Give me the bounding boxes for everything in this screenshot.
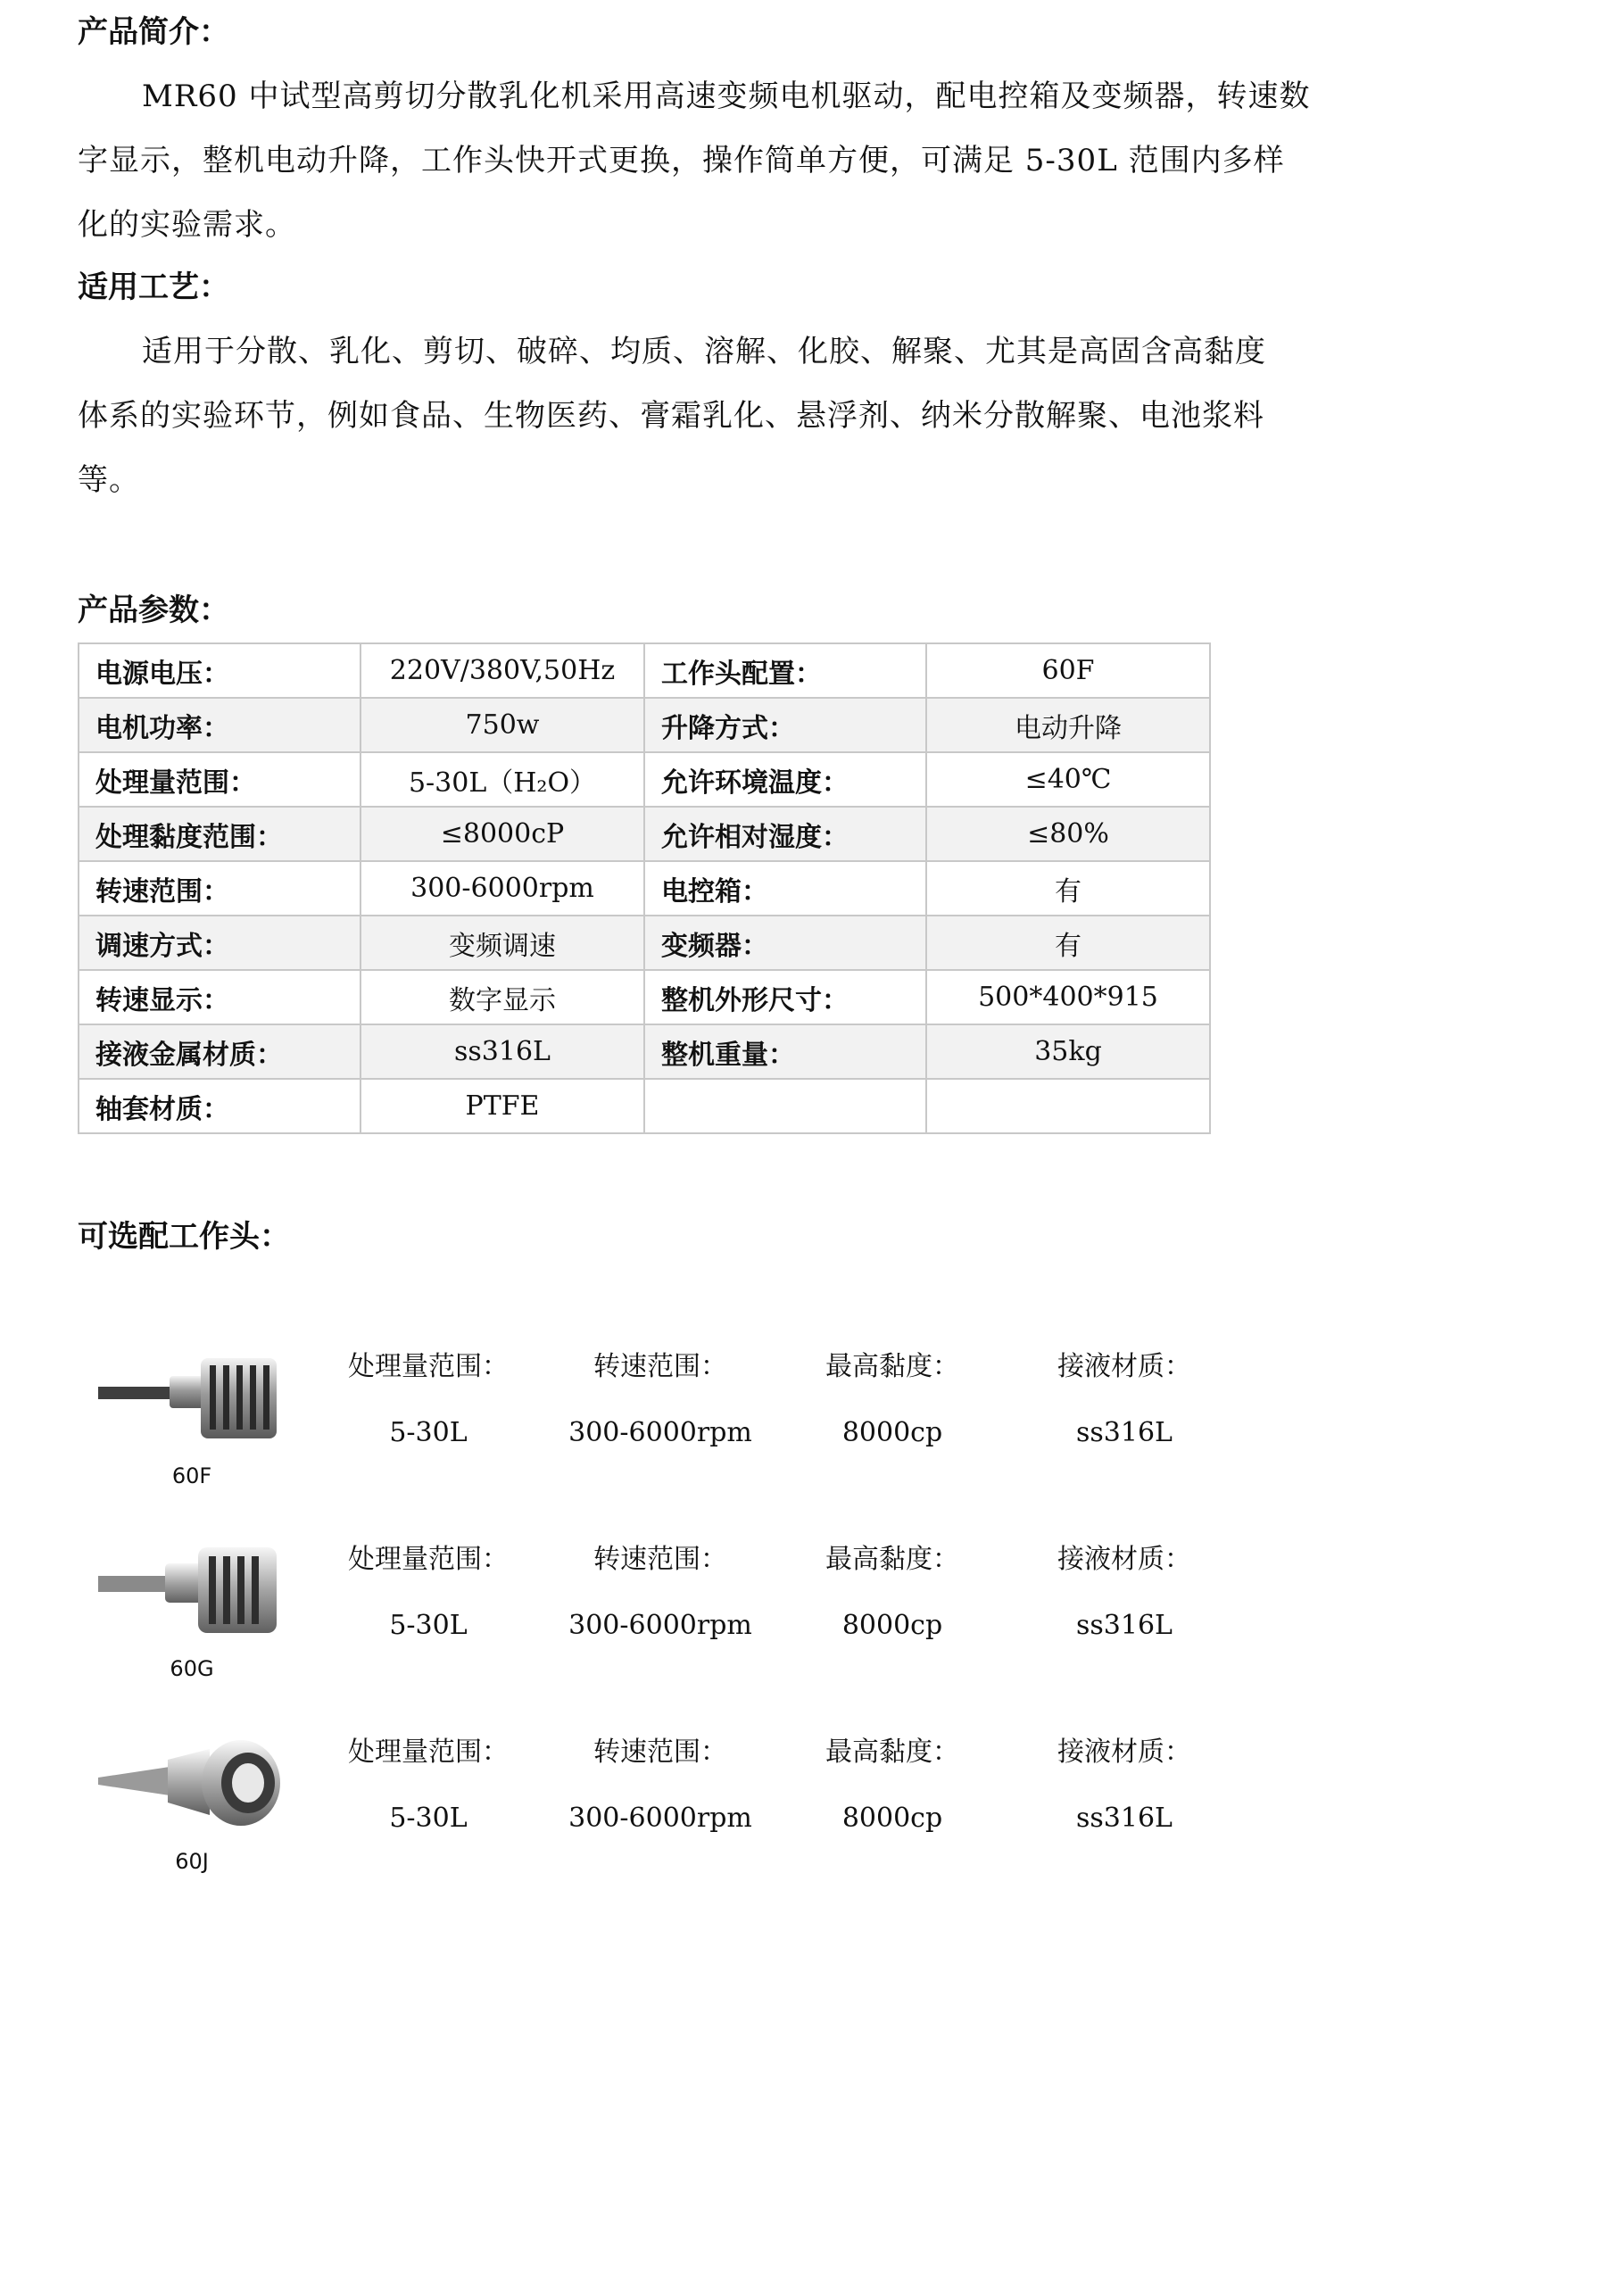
param-label: [644, 1079, 926, 1133]
head-spec: [999, 1542, 1249, 1644]
param-value: 电动升降: [926, 698, 1210, 752]
head-spec: [999, 1735, 1249, 1836]
head-spec-value: 300-6000rpm: [568, 1417, 752, 1448]
head-spec: [303, 1735, 553, 1836]
table-row: [79, 698, 1210, 752]
param-value: ss316L: [360, 1024, 644, 1079]
params-table: [78, 642, 1211, 1134]
work-head-name: 60J: [175, 1849, 209, 1874]
intro-paragraph: [78, 64, 1327, 257]
table-row: [79, 807, 1210, 861]
head-spec-key: 最高黏度：: [825, 1544, 959, 1575]
param-value: 300-6000rpm: [360, 861, 644, 916]
head-spec-value: 8000cp: [841, 1803, 943, 1834]
param-label: 电机功率：: [79, 698, 360, 752]
param-label: 接液金属材质：: [79, 1024, 360, 1079]
param-value: [926, 1079, 1210, 1133]
param-value: 60F: [926, 643, 1210, 698]
param-label: 电控箱：: [644, 861, 926, 916]
process-paragraph: [78, 319, 1327, 512]
head-spec-value: ss316L: [1076, 1417, 1173, 1448]
intro-line: 字显示，整机电动升降，工作头快开式更换，操作简单方便，可满足 5-30L 范围内多样: [78, 143, 1285, 178]
param-value: 有: [926, 861, 1210, 916]
head-spec-key: 处理量范围：: [348, 1737, 509, 1768]
head-spec-key: 最高黏度：: [825, 1351, 959, 1382]
table-row: [79, 752, 1210, 807]
work-head-60j-image: [89, 1724, 294, 1840]
head-spec-key: 转速范围：: [593, 1737, 727, 1768]
table-row: [79, 1079, 1210, 1133]
param-label: 整机外形尺寸：: [644, 970, 926, 1024]
work-head-row: [0, 1339, 1616, 1517]
head-spec-key: 最高黏度：: [825, 1737, 959, 1768]
work-head-row: [0, 1531, 1616, 1710]
work-head-60g-image: [89, 1531, 294, 1647]
head-spec: [999, 1349, 1249, 1451]
intro-heading: 产品简介：: [78, 14, 229, 50]
head-spec-value: 8000cp: [841, 1417, 943, 1448]
head-spec-value: 5-30L: [389, 1803, 468, 1834]
head-spec-key: 转速范围：: [593, 1351, 727, 1382]
head-spec-value: 5-30L: [389, 1417, 468, 1448]
head-spec: [767, 1349, 1017, 1451]
head-spec-value: 8000cp: [841, 1610, 943, 1641]
intro-line: 化的实验需求。: [78, 207, 296, 243]
param-value: 有: [926, 916, 1210, 970]
head-spec-key: 接液材质：: [1057, 1737, 1191, 1768]
head-spec-key: 接液材质：: [1057, 1544, 1191, 1575]
table-row: [79, 861, 1210, 916]
params-heading: 产品参数：: [78, 593, 229, 628]
param-label: 处理黏度范围：: [79, 807, 360, 861]
param-value: 220V/380V,50Hz: [360, 643, 644, 698]
param-value: ≤8000cP: [360, 807, 644, 861]
head-spec-key: 处理量范围：: [348, 1351, 509, 1382]
head-spec-key: 接液材质：: [1057, 1351, 1191, 1382]
process-line: 等。: [78, 462, 140, 498]
table-row: [79, 643, 1210, 698]
process-line: 体系的实验环节，例如食品、生物医药、膏霜乳化、悬浮剂、纳米分散解聚、电池浆料: [78, 398, 1264, 434]
head-spec: [535, 1542, 785, 1644]
param-value: 35kg: [926, 1024, 1210, 1079]
head-spec-value: ss316L: [1076, 1803, 1173, 1834]
param-value: 500*400*915: [926, 970, 1210, 1024]
param-label: 转速显示：: [79, 970, 360, 1024]
work-head-name: 60F: [171, 1463, 212, 1488]
table-row: [79, 970, 1210, 1024]
param-label: 变频器：: [644, 916, 926, 970]
param-value: 5-30L（H₂O）: [360, 752, 644, 807]
param-value: 数字显示: [360, 970, 644, 1024]
param-value: 变频调速: [360, 916, 644, 970]
intro-line: MR60 中试型高剪切分散乳化机采用高速变频电机驱动，配电控箱及变频器，转速数: [142, 79, 1311, 114]
head-spec: [303, 1542, 553, 1644]
param-label: 电源电压：: [79, 643, 360, 698]
param-value: 750w: [360, 698, 644, 752]
work-head-name: 60G: [170, 1656, 214, 1681]
head-spec: [535, 1735, 785, 1836]
param-value: ≤40℃: [926, 752, 1210, 807]
head-spec-value: 300-6000rpm: [568, 1803, 752, 1834]
param-label: 工作头配置：: [644, 643, 926, 698]
head-spec-key: 处理量范围：: [348, 1544, 509, 1575]
table-row: [79, 1024, 1210, 1079]
work-head-row: [0, 1724, 1616, 1902]
table-row: [79, 916, 1210, 970]
head-spec: [767, 1542, 1017, 1644]
param-label: 转速范围：: [79, 861, 360, 916]
head-spec: [535, 1349, 785, 1451]
head-spec-value: 300-6000rpm: [568, 1610, 752, 1641]
heads-heading: 可选配工作头：: [78, 1219, 290, 1255]
head-spec-key: 转速范围：: [593, 1544, 727, 1575]
head-spec: [303, 1349, 553, 1451]
process-heading: 适用工艺：: [78, 269, 229, 305]
param-label: 整机重量：: [644, 1024, 926, 1079]
param-label: 轴套材质：: [79, 1079, 360, 1133]
head-spec-value: 5-30L: [389, 1610, 468, 1641]
param-label: 处理量范围：: [79, 752, 360, 807]
head-spec-value: ss316L: [1076, 1610, 1173, 1641]
work-head-60f-image: [89, 1339, 294, 1455]
param-value: ≤80%: [926, 807, 1210, 861]
param-label: 调速方式：: [79, 916, 360, 970]
process-line: 适用于分散、乳化、剪切、破碎、均质、溶解、化胶、解聚、尤其是高固含高黏度: [142, 334, 1266, 369]
head-spec: [767, 1735, 1017, 1836]
param-value: PTFE: [360, 1079, 644, 1133]
param-label: 允许相对湿度：: [644, 807, 926, 861]
param-label: 允许环境温度：: [644, 752, 926, 807]
param-label: 升降方式：: [644, 698, 926, 752]
